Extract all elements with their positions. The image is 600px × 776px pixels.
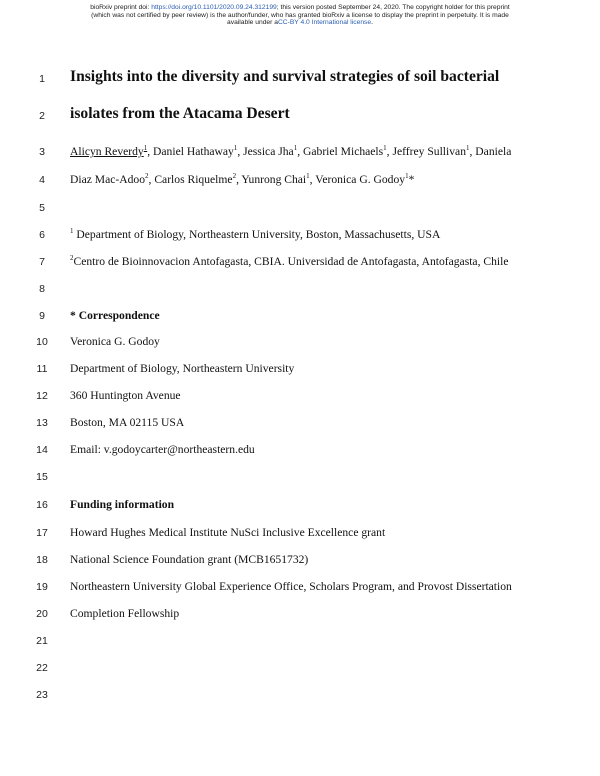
- line-number: 14: [36, 444, 48, 456]
- manuscript-line-18: [0, 551, 600, 571]
- notice-line-1: [10, 4, 590, 12]
- author-name: , Daniela: [469, 145, 512, 158]
- manuscript-line-23: [0, 686, 600, 706]
- line-number: 21: [36, 635, 48, 647]
- manuscript-line-2: [0, 107, 600, 127]
- affiliation-sup: 1: [70, 227, 74, 235]
- author-name: , Jeffrey Sullivan: [386, 145, 466, 158]
- affiliation-1: [70, 228, 540, 241]
- line-number: 4: [39, 174, 45, 186]
- author-name: , Veronica G. Godoy: [309, 173, 406, 186]
- preprint-notice: [10, 4, 590, 27]
- line-number: 5: [39, 202, 45, 214]
- notice-line3-prefix: available under a: [227, 19, 278, 27]
- author-affiliation-sup: 2: [145, 172, 149, 180]
- line-number: 3: [39, 146, 45, 158]
- funding-item: Completion Fellowship: [70, 607, 180, 620]
- manuscript-line-4: [0, 171, 600, 191]
- correspondence-department: Department of Biology, Northeastern University: [70, 362, 295, 375]
- author-affiliation-sup: 1: [383, 144, 387, 152]
- manuscript-line-13: [0, 414, 600, 434]
- funding-item: Howard Hughes Medical Institute NuSci Inclusive Excellence grant: [70, 526, 386, 539]
- line-number: 10: [36, 336, 48, 348]
- manuscript-line-14: [0, 441, 600, 461]
- license-link[interactable]: CC-BY 4.0 International license: [277, 19, 372, 27]
- line-number: 6: [39, 229, 45, 241]
- author-name: , Yunrong Chai: [236, 173, 307, 186]
- author-affiliation-sup: 2: [232, 172, 237, 180]
- correspondence-name: Veronica G. Godoy: [70, 335, 160, 348]
- notice-prefix: bioRxiv preprint doi:: [90, 4, 152, 11]
- author-name: Diaz Mac-Adoo: [70, 173, 146, 186]
- affiliation-sup: 2: [70, 254, 74, 262]
- line-number: 12: [36, 390, 48, 402]
- author-name: , Carlos Riquelme: [148, 173, 233, 186]
- affiliation-text: Centro de Bioinnovacion Antofagasta, CBIA. Universidad de Antofagasta, Antofagasta, Chile: [73, 255, 509, 268]
- author-name: , Jessica Jha: [237, 145, 294, 158]
- manuscript-line-9: [0, 307, 600, 327]
- manuscript-line-16: [0, 496, 600, 516]
- manuscript-line-20: [0, 605, 600, 625]
- line-number: 20: [36, 608, 48, 620]
- author-list-continued: [70, 173, 540, 186]
- line-number: 8: [39, 283, 45, 295]
- manuscript-line-22: [0, 659, 600, 679]
- line-number: 16: [36, 499, 48, 511]
- funding-item: National Science Foundation grant (MCB1651732): [70, 553, 309, 566]
- line-number: 23: [36, 689, 48, 701]
- manuscript-line-8: [0, 280, 600, 300]
- author-list: [70, 145, 540, 158]
- line-number: 1: [39, 73, 45, 85]
- author-affiliation-sup: 1: [143, 144, 148, 152]
- notice-line-2: (which was not certified by peer review) is the author/funder, who has granted bioRxiv a license to display the preprint in perpetuity. It is made: [91, 11, 509, 19]
- line-number: 15: [36, 471, 48, 483]
- manuscript-line-17: [0, 524, 600, 544]
- author-name: Alicyn Reverdy: [70, 145, 144, 158]
- line-number: 22: [36, 662, 48, 674]
- manuscript-line-5: [0, 199, 600, 219]
- notice-line1-rest: ; this version posted September 24, 2020. The copyright holder for this preprint: [276, 4, 510, 11]
- manuscript-line-7: [0, 253, 600, 273]
- manuscript-line-3: [0, 143, 600, 163]
- corresponding-author-mark: *: [408, 173, 415, 186]
- manuscript-line-1: [0, 70, 600, 90]
- line-number: 9: [39, 310, 45, 322]
- correspondence-city: Boston, MA 02115 USA: [70, 416, 185, 429]
- correspondence-email: Email: v.godoycarter@northeastern.edu: [70, 443, 255, 456]
- line-number: 18: [36, 554, 48, 566]
- author-name: , Gabriel Michaels: [297, 145, 384, 158]
- line-number: 2: [39, 110, 45, 122]
- funding-item: Northeastern University Global Experience Office, Scholars Program, and Provost Dissertation: [70, 580, 512, 593]
- author-affiliation-sup: 1: [466, 144, 470, 152]
- doi-link[interactable]: https://doi.org/10.1101/2020.09.24.312199: [151, 4, 277, 11]
- title-line-1: Insights into the diversity and survival strategies of soil bacterial: [70, 68, 500, 85]
- manuscript-line-11: [0, 360, 600, 380]
- affiliation-2: [70, 255, 540, 268]
- author-affiliation-sup: 1: [293, 144, 298, 152]
- manuscript-line-15: [0, 468, 600, 488]
- notice-line3-suffix: .: [371, 19, 373, 27]
- notice-line-3: [10, 19, 590, 27]
- manuscript-line-12: [0, 387, 600, 407]
- line-number: 13: [36, 417, 48, 429]
- title-line-2: isolates from the Atacama Desert: [70, 105, 290, 122]
- author-affiliation-sup: 1: [306, 172, 310, 180]
- manuscript-line-19: [0, 578, 600, 598]
- manuscript-line-10: [0, 333, 600, 353]
- manuscript-line-6: [0, 226, 600, 246]
- author-affiliation-sup: 1: [233, 144, 238, 152]
- correspondence-street: 360 Huntington Avenue: [70, 389, 181, 402]
- author-affiliation-sup: 1: [405, 172, 409, 180]
- funding-heading: Funding information: [70, 498, 175, 511]
- correspondence-heading: * Correspondence: [70, 309, 160, 322]
- line-number: 17: [36, 527, 48, 539]
- manuscript-line-21: [0, 632, 600, 652]
- author-name: , Daniel Hathaway: [147, 145, 234, 158]
- affiliation-text: Department of Biology, Northeastern University, Boston, Massachusetts, USA: [73, 228, 441, 241]
- line-number: 19: [36, 581, 48, 593]
- line-number: 11: [36, 363, 48, 375]
- line-number: 7: [39, 256, 45, 268]
